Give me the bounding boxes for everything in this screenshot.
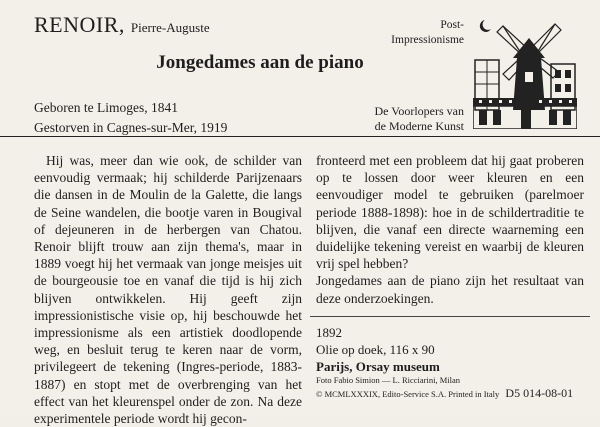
movement-line-1: Post-	[440, 19, 464, 31]
movement-line-2: Impressionisme	[391, 34, 464, 46]
series-line-2: de Moderne Kunst	[374, 119, 464, 133]
description-paragraph-3: Jongedames aan de piano zijn het resultaat van deze onderzoekingen.	[316, 273, 584, 306]
death-line: Gestorven in Cagnes-sur-Mer, 1919	[34, 120, 228, 135]
description-paragraph-2: fronteerd met een probleem dat hij gaat proberen op te lossen door weer kleuren en een eenvoudiger model te gebruiken (parelmoer periode 1888-1898): hoe in de schildertraditie te blijven, die vanaf een directe waarneming een duidelijke tekening vereist en waarbij de kleuren vrij spel hebben?	[316, 153, 584, 272]
artist-surname: RENOIR,	[34, 12, 125, 37]
info-divider	[310, 316, 590, 317]
card-code: D5 014-08-01	[505, 386, 574, 400]
artist-name	[34, 12, 210, 38]
artist-given-name: Pierre-Auguste	[130, 20, 210, 35]
series-line-1: De Voorlopers van	[374, 104, 464, 118]
copyright-text: © MCMLXXXIX, Edito-Service S.A. Printed in Italy	[316, 389, 500, 399]
copyright-line	[316, 387, 573, 401]
series-name	[374, 104, 464, 134]
artwork-info	[316, 324, 440, 375]
birth-line: Geboren te Limoges, 1841	[34, 100, 178, 115]
artist-life-dates	[34, 98, 227, 138]
moulin-rouge-windmill-icon	[473, 14, 577, 129]
description-column-left	[34, 152, 302, 427]
artwork-medium: Olie op doek, 116 x 90	[316, 342, 435, 357]
header-divider	[0, 136, 600, 137]
description-column-right	[316, 152, 584, 307]
artwork-year: 1892	[316, 325, 342, 340]
artwork-title: Jongedames aan de piano	[156, 52, 364, 73]
artwork-location: Parijs, Orsay museum	[316, 359, 440, 374]
art-movement	[391, 18, 464, 48]
description-paragraph-1: Hij was, meer dan wie ook, de schilder van eenvoudig vermaak; hij schilderde Parijzenaars die dansen in de Moulin de la Galette, die langs de Seine wandelen, die bootje varen in Bougival of dejeuneren in de herbergen van Chatou. Renoir blijft trouw aan zijn thema's, maar in 1889 voegt hij het vermaak van jonge meisjes uit de bourgeousie toe en vanaf die tijd is hij zich blijven ontwikkelen. Hij geeft zijn impressionistische visie op, hij beschouwde het impressionisme als een artistiek doodlopende weg, en besluit terug te keren naar de vorm, privilegeert de tekening (Ingres-periode, 1883-1887) en stopt met de overbrenging van het effect van het kleurenspel onder de zon. Na deze experimentele periode wordt hij gecon-	[34, 153, 302, 427]
credits	[316, 374, 573, 401]
photo-credit: Foto Fabio Simion — L. Ricciarini, Milan	[316, 375, 461, 385]
